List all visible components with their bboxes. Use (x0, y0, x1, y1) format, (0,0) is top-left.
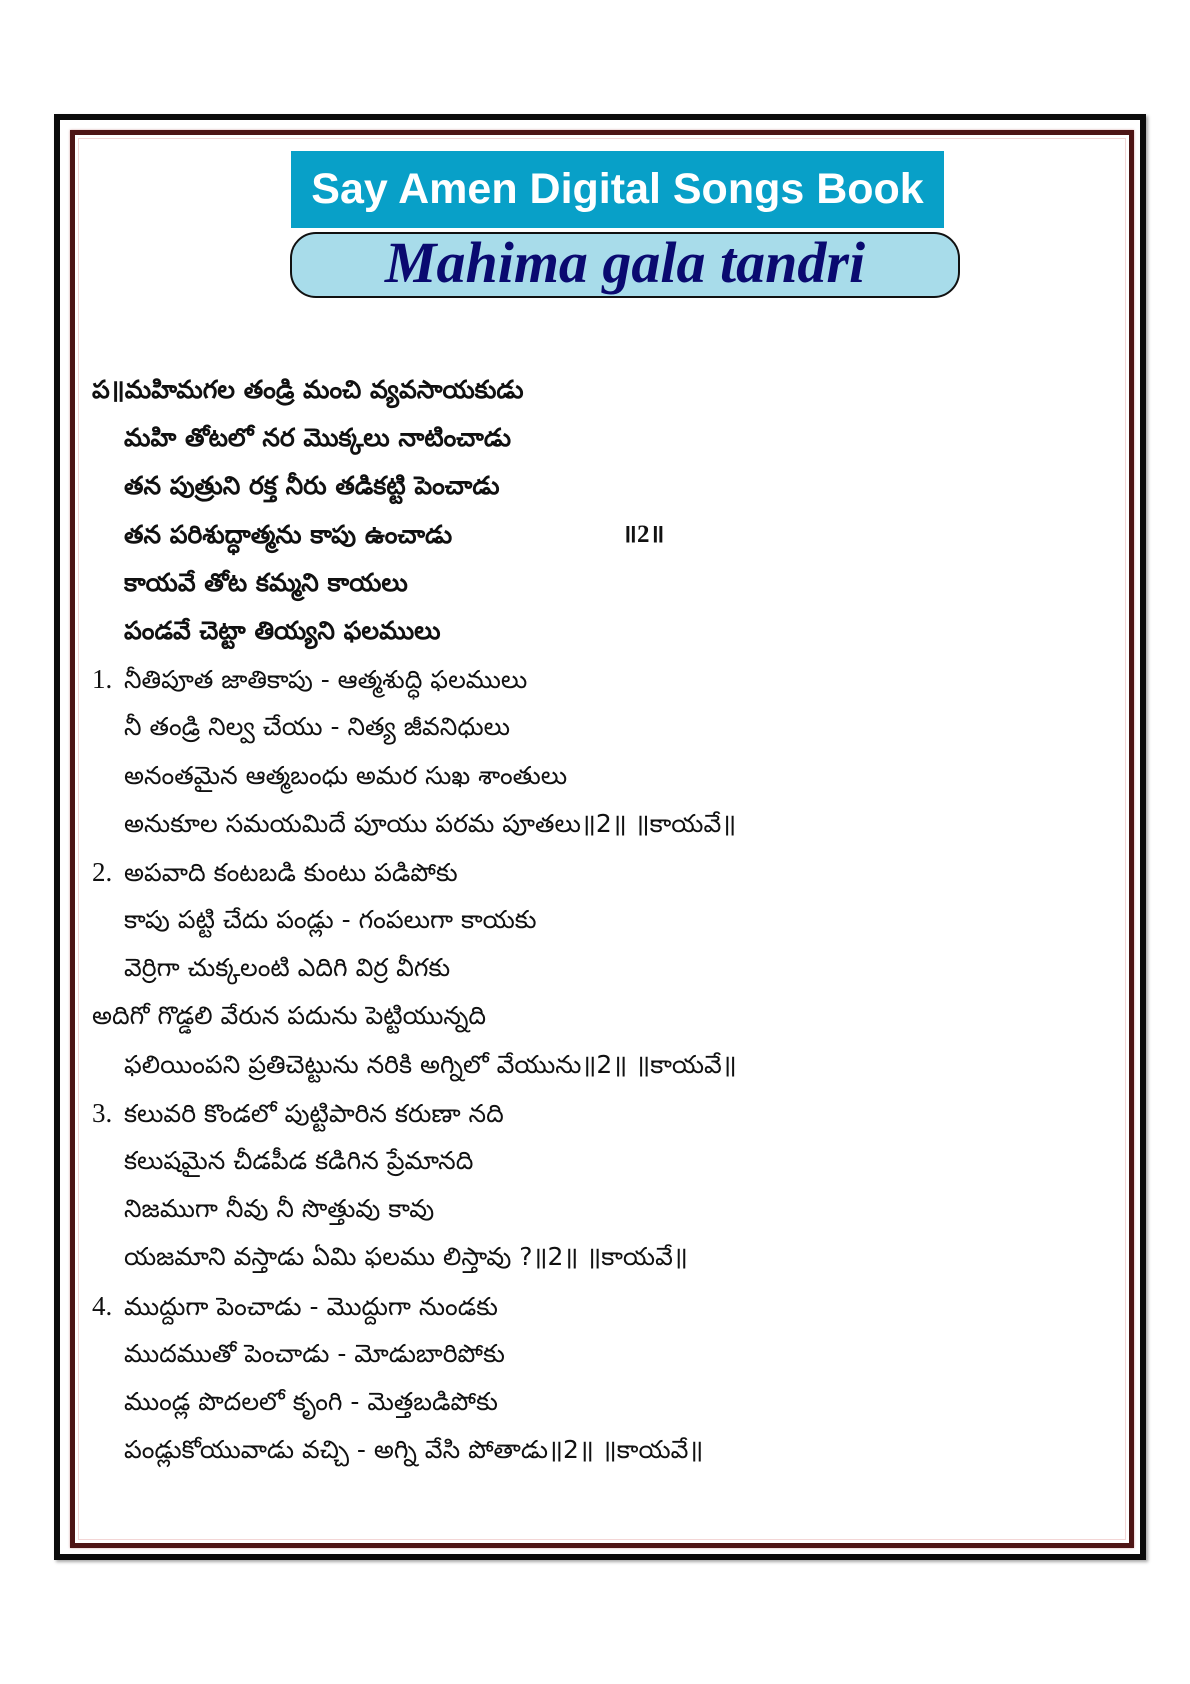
stanza-3-line (92, 1185, 1072, 1233)
lyric-text: తన పుత్రుని రక్త నీరు తడికట్టి పెంచాడు (124, 471, 500, 501)
lyric-text: అపవాది కంటబడి కుంటు పడిపోకు (124, 857, 458, 887)
lyric-text: అనంతమైన ఆత్మబంధు అమర సుఖ శాంతులు (124, 760, 568, 790)
lyric-text: ముదముతో పెంచాడు - మోడుబారిపోకు (124, 1338, 505, 1368)
stanza-4-line (92, 1378, 1072, 1426)
stanza-3-line (92, 1089, 1072, 1137)
lyric-text: మహి తోటలో నర మొక్కలు నాటించాడు (124, 423, 512, 453)
lyric-text: నీతిపూత జాతికాపు - ఆత్మశుద్ధి ఫలములు (124, 665, 528, 695)
lyric-text: కాపు పట్టి చేదు పండ్లు - గంపలుగా కాయకు (124, 905, 537, 935)
stanza-number: 4. (92, 1290, 113, 1321)
lyric-text: అదిగో గొడ్డలి వేరున పదును పెట్టియున్నది (92, 1001, 487, 1031)
lyric-text: కాయవే తోట కమ్మని కాయలు (124, 567, 408, 597)
pallavi-line (92, 462, 1072, 510)
stanza-2-line (92, 944, 1072, 992)
stanza-4-line (92, 1426, 1072, 1474)
lyric-text: పండ్లుకోయువాడు వచ్చి - అగ్ని వేసి పోతాడు॥2॥ ॥కాయవే॥ (124, 1435, 704, 1465)
pallavi-line (92, 607, 1072, 655)
lyric-text: వెర్రిగా చుక్కలంటి ఎదిగి విర్ర వీగకు (124, 953, 451, 983)
songbook-title-banner (291, 151, 944, 228)
lyric-text: కలుషమైన చీడపీడ కడిగిన ప్రేమానది (124, 1146, 474, 1175)
stanza-number: 2. (92, 856, 113, 887)
stanza-1-line (92, 752, 1072, 800)
lyric-text: యజమాని వస్తాడు ఏమి ఫలము లిస్తావు ?॥2॥ ॥కాయవే॥ (124, 1242, 688, 1272)
song-title-pill (290, 232, 960, 298)
stanza-3-line (92, 1137, 1072, 1185)
pallavi-line (92, 414, 1072, 462)
stanza-3-line (92, 1233, 1072, 1281)
pallavi-line (92, 366, 1072, 414)
song-lyrics (92, 366, 1072, 1474)
pallavi-line (92, 559, 1072, 607)
lyric-text: పండవే చెట్టా తియ్యని ఫలములు (124, 615, 441, 645)
lyric-text: ముండ్ల పొదలలో కృంగి - మెత్తబడిపోకు (124, 1386, 498, 1416)
lyric-text: ఫలియింపని ప్రతిచెట్టును నరికి అగ్నిలో వేయును॥2॥ ॥కాయవే॥ (124, 1049, 737, 1079)
stanza-2-line (92, 896, 1072, 944)
lyric-text: నీ తండ్రి నిల్వ చేయు - నిత్య జీవనిధులు (124, 712, 511, 742)
pallavi-line (92, 511, 1072, 559)
stanza-4-line (92, 1282, 1072, 1330)
stanza-number: 3. (92, 1097, 113, 1128)
lyric-text: కలువరి కొండలో పుట్టిపారిన కరుణా నది (124, 1098, 504, 1128)
stanza-1-line (92, 800, 1072, 848)
stanza-2-line (92, 848, 1072, 896)
stanza-2-line (92, 1041, 1072, 1089)
stanza-1-line (92, 703, 1072, 751)
stanza-number: 1. (92, 664, 113, 695)
stanza-2-line (92, 992, 1072, 1040)
stanza-1-line (92, 655, 1072, 703)
stanza-4-line (92, 1330, 1072, 1378)
lyric-text: ముద్దుగా పెంచాడు - మొద్దుగా నుండకు (124, 1291, 498, 1321)
lyric-text: ప॥మహిమగల తండ్రి మంచి వ్యవసాయకుడు (92, 375, 524, 404)
lyric-text: తన పరిశుద్ధాత్మను కాపు ఉంచాడు (124, 519, 453, 549)
repeat-mark: ॥2॥ (622, 520, 665, 548)
songbook-title: Say Amen Digital Songs Book (311, 165, 924, 213)
lyric-text: అనుకూల సమయమిదే పూయు పరమ పూతలు॥2॥ ॥కాయవే॥ (124, 808, 737, 838)
song-title: Mahima gala tandri (384, 230, 866, 295)
lyric-text: నిజముగా నీవు నీ సొత్తువు కావు (124, 1194, 435, 1224)
